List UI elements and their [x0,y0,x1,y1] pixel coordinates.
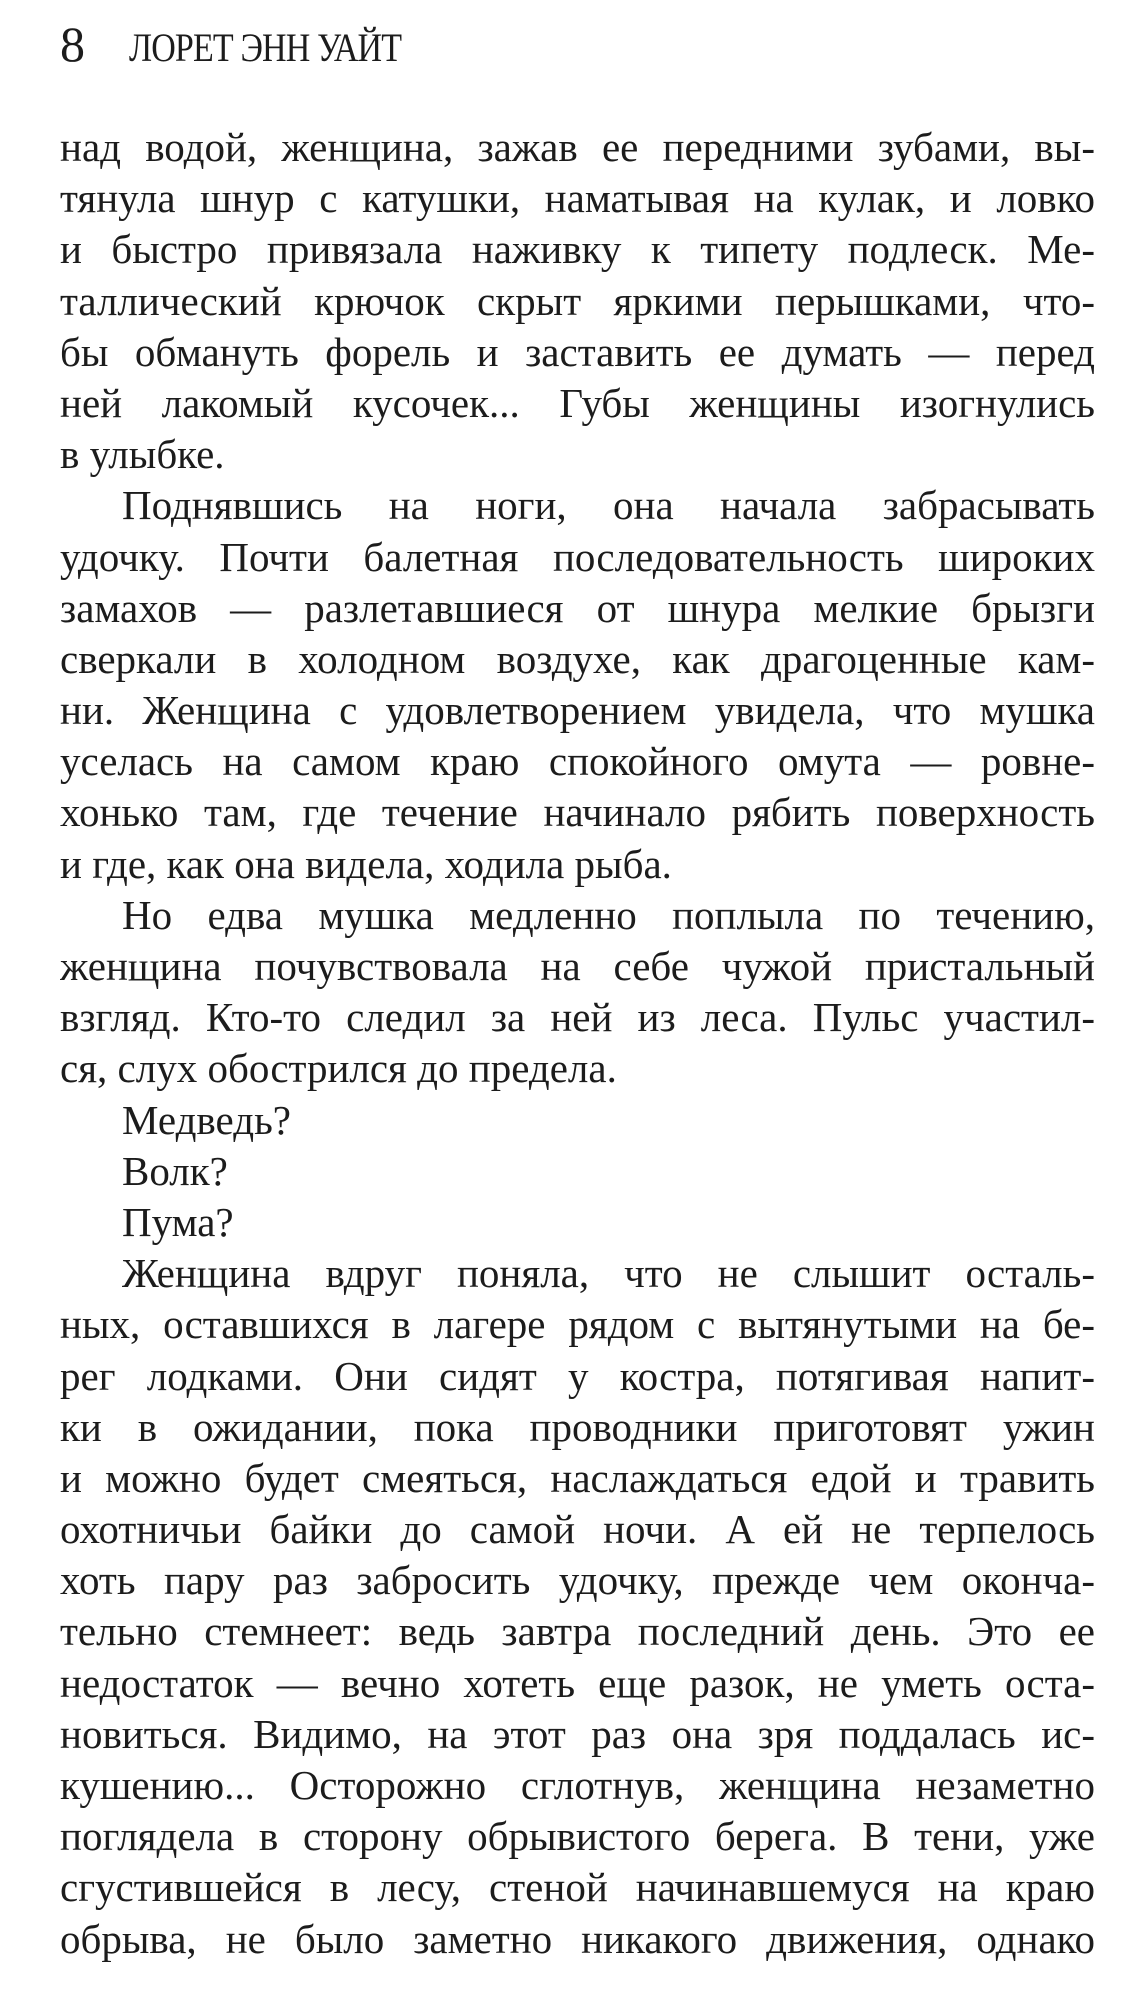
text-line: обрыва, не было заметно никакого движения, однако [60,1915,1095,1962]
text-line: ных, оставшихся в лагере рядом с вытянутыми на бе- [60,1301,1095,1348]
text-line: над водой, женщина, зажав ее передними зубами, вы- [60,124,1095,170]
text-line: замахов — разлетавшиеся от шнура мелкие брызги [60,584,1095,631]
text-line: Но едва мушка медленно поплыла по течению, [122,891,1095,938]
text-line: Женщина вдруг поняла, что не слышит осталь- [122,1250,1095,1297]
text-line: охотничьи байки до самой ночи. А ей не терпелось [60,1506,1095,1553]
text-line: кушению... Осторожно сглотнув, женщина незаметно [60,1762,1095,1808]
text-line: ней лакомый кусочек... Губы женщины изогнулись [60,379,1095,426]
text-line: Поднявшись на ноги, она начала забрасывать [122,482,1095,529]
text-line: уселась на самом краю спокойного омута — ровне- [60,738,1095,785]
text-line: тельно стемнеет: ведь завтра последний день. Это ее [60,1608,1095,1655]
text-line: и где, как она видела, ходила рыба. [60,840,672,887]
text-line: недостаток — вечно хотеть еще разок, не уметь оста- [60,1659,1095,1706]
text-line: новиться. Видимо, на этот раз она зря поддалась ис- [60,1710,1095,1757]
text-line: взгляд. Кто-то следил за ней из леса. Пульс участил- [60,994,1095,1041]
text-line: хонько там, где течение начинало рябить поверхность [60,789,1095,836]
text-line: тянула шнур с катушки, наматывая на кулак, и ловко [60,175,1095,222]
text-line: удочку. Почти балетная последовательность широких [60,533,1095,580]
text-line: поглядела в сторону обрывистого берега. В тени, уже [60,1813,1095,1860]
page-header [60,14,449,74]
text-line: сгустившейся в лесу, стеной начинавшемуся на краю [60,1864,1095,1911]
text-line: ни. Женщина с удовлетворением увидела, что мушка [60,687,1095,734]
text-line: Медведь? [122,1096,291,1143]
text-line: и можно будет смеяться, наслаждаться едой и травить [60,1454,1095,1501]
text-line: хоть пару раз забросить удочку, прежде чем оконча- [60,1557,1095,1604]
text-line: в улыбке. [60,431,225,478]
text-line: женщина почувствовала на себе чужой пристальный [60,943,1095,989]
text-line: Пума? [122,1198,234,1245]
running-head: ЛОРЕТ ЭНН УАЙТ [129,25,402,70]
text-line: и быстро привязала наживку к типету подлеск. Ме- [60,226,1095,273]
text-line: ся, слух обострился до предела. [60,1045,617,1092]
text-line: таллический крючок скрыт яркими перышками, что- [60,277,1095,324]
page-number: 8 [60,16,85,72]
text-line: Волк? [122,1147,228,1194]
text-line: бы обмануть форель и заставить ее думать — перед [60,328,1095,375]
body-text [60,122,1095,1965]
text-line: ки в ожидании, пока проводники приготовят ужин [60,1403,1095,1450]
text-line: рег лодками. Они сидят у костра, потягивая напит- [60,1352,1095,1399]
text-line: сверкали в холодном воздухе, как драгоценные кам- [60,635,1095,682]
